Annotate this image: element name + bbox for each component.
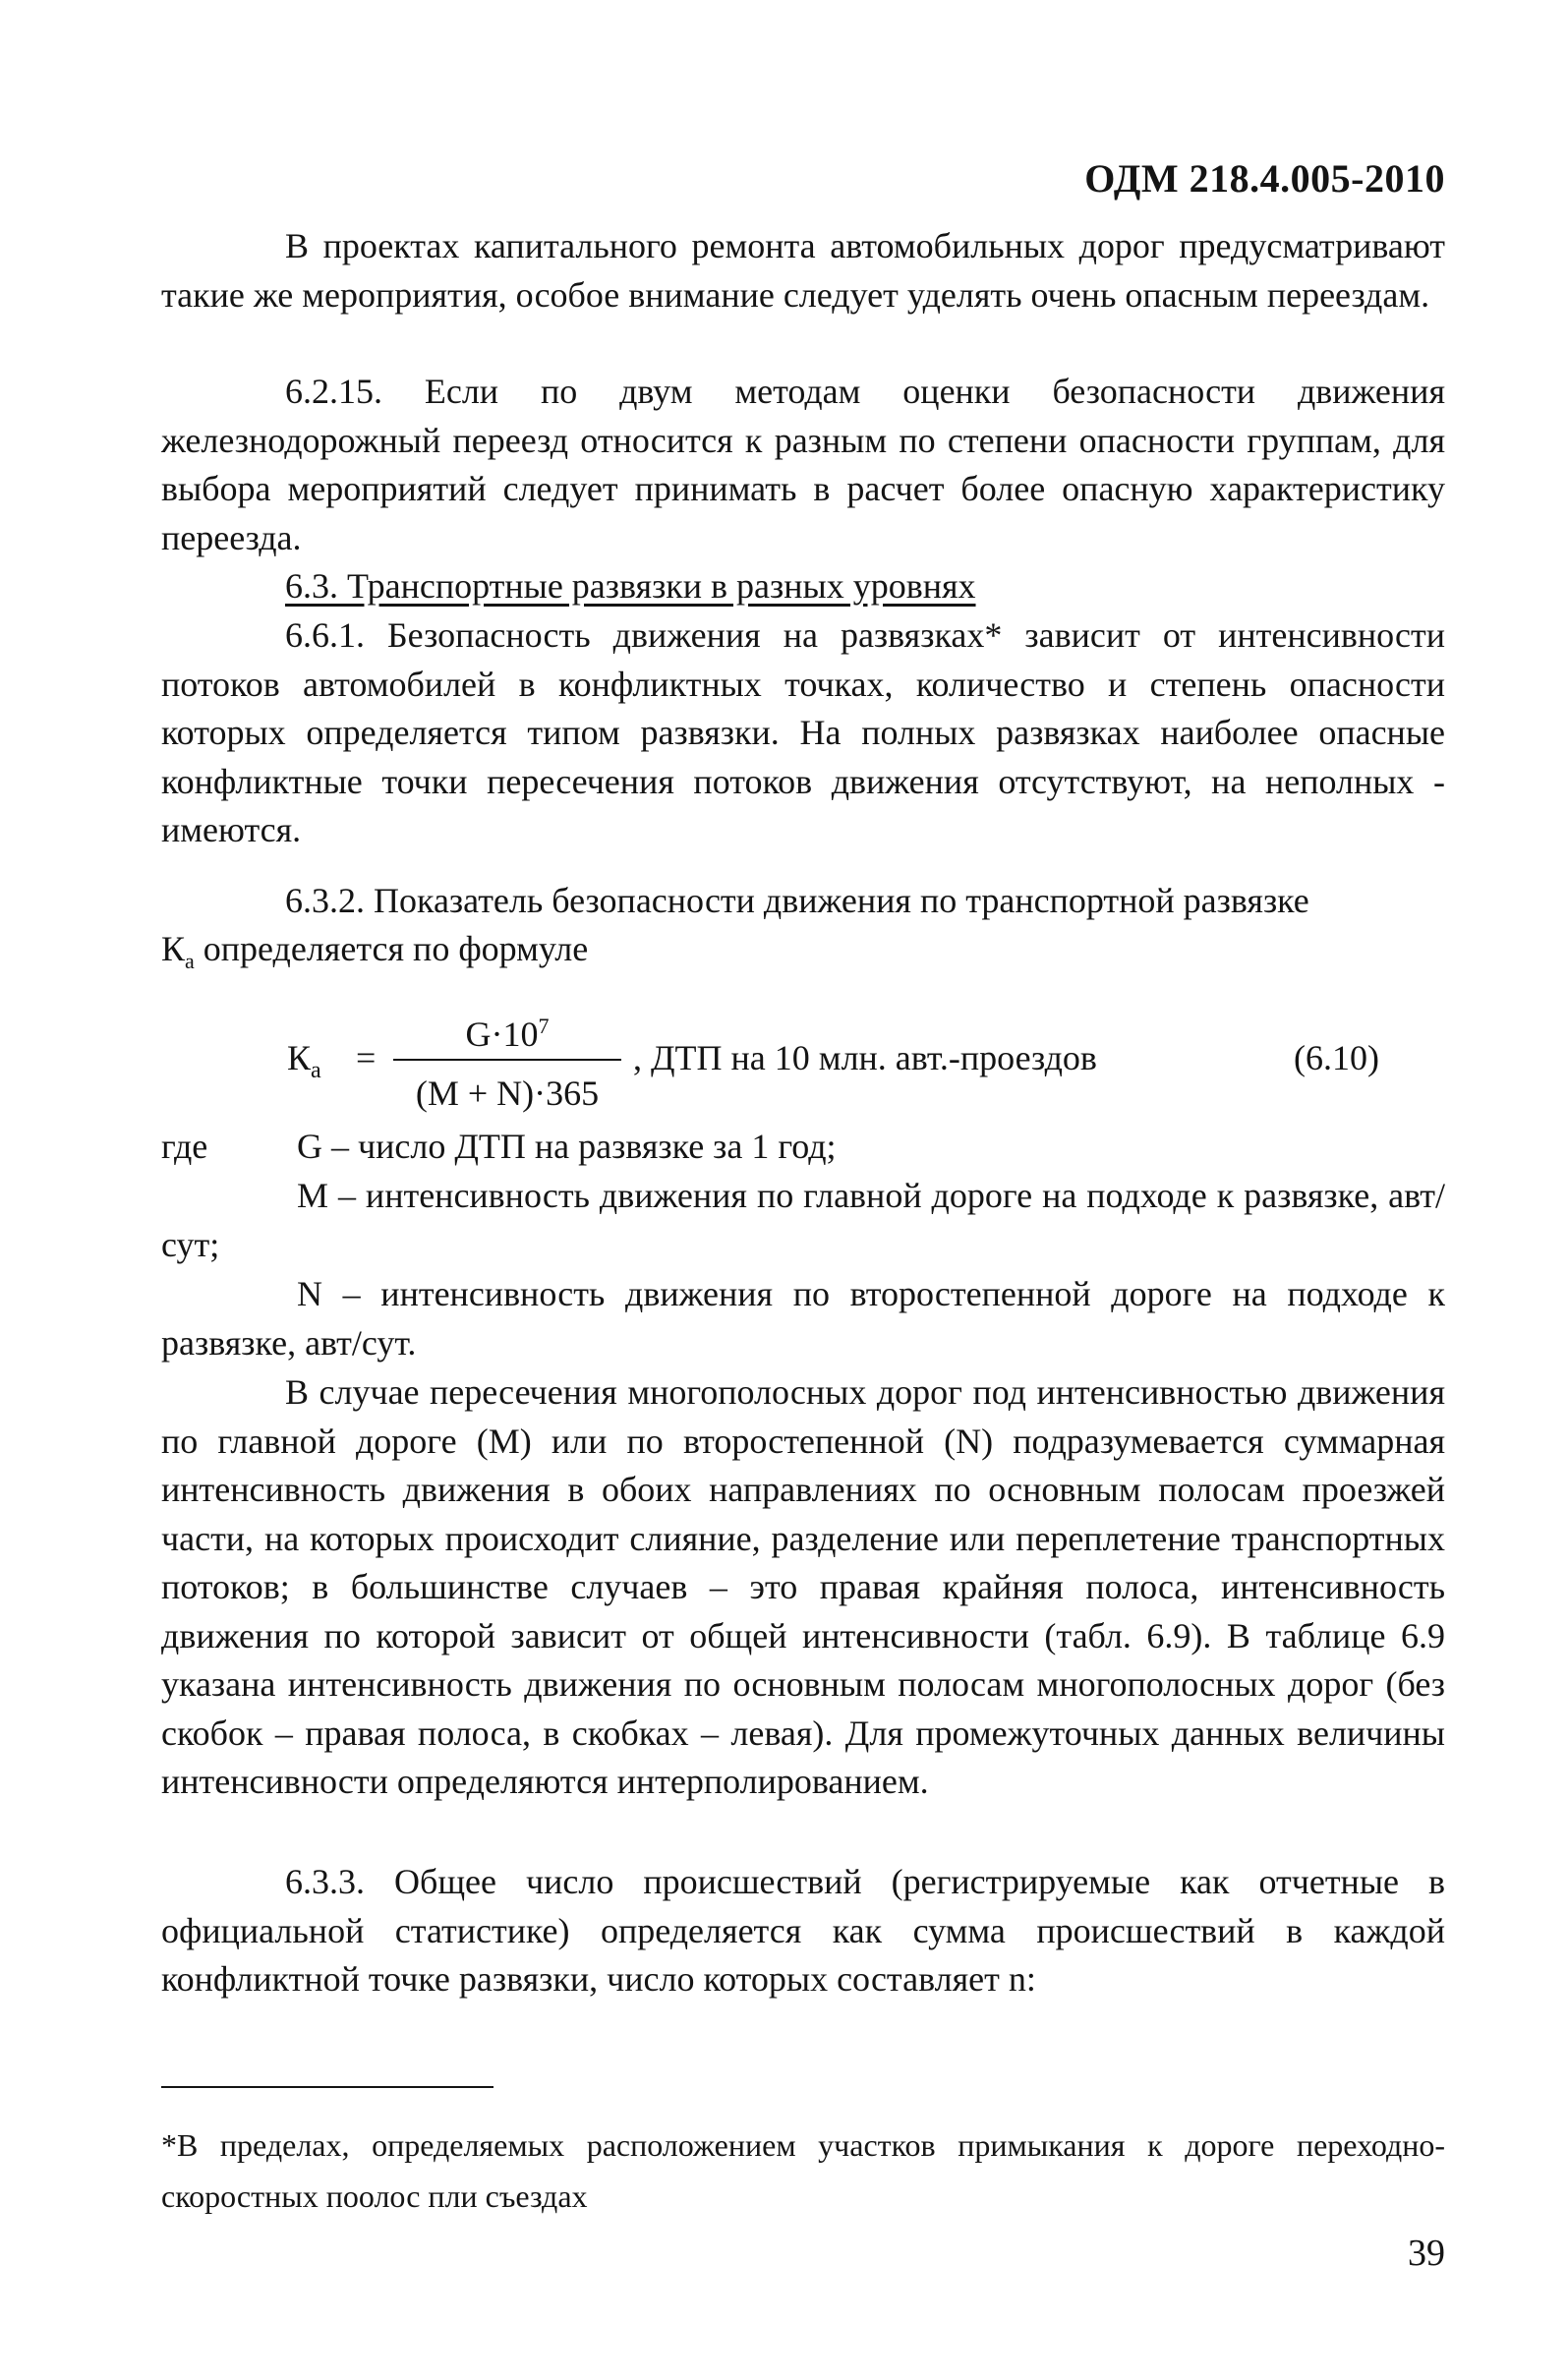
paragraph-6-2-15: 6.2.15. Если по двум методам оценки безопасности движения железнодорожный переезд относится к разным по степени опасности группам, для выбора мероприятий следует принимать в расчет более опасную характеристику переезда. xyxy=(161,372,1445,557)
paragraph-capital-repair: В проектах капитального ремонта автомобильных дорог предусматривают такие же мероприятия, особое внимание следует уделять очень опасным переездам. xyxy=(161,226,1445,315)
formula-fraction xyxy=(393,998,621,1122)
formula-numerator: $G\cdot 10^7$ xyxy=(465,1014,550,1054)
formula-number: (6.10) xyxy=(1294,1038,1379,1077)
formula-exponent: 7 xyxy=(538,1014,550,1038)
formula-units: , ДТП на 10 млн. авт.-проездов xyxy=(633,1038,1097,1077)
footnote-separator xyxy=(161,2086,494,2088)
formula-denominator: (M + N)·365 xyxy=(415,1074,600,1113)
ka-symbol: К xyxy=(161,929,186,968)
formula-lhs-subscript: а xyxy=(311,1058,321,1084)
formula-equals: = xyxy=(356,1038,377,1077)
section-heading: 6.3. Транспортные развязки в разных уровнях xyxy=(285,566,976,606)
ka-text: определяется по формуле xyxy=(194,929,589,968)
paragraph-6-3-2-line2 xyxy=(161,925,588,986)
paragraph-6-3-3: 6.3.3. Общее число происшествий (регистрируемые как отчетные в официальной статистике) определяется как сумма происшествий в каждой конфликтной точке развязки, число которых составляет n: xyxy=(161,1862,1445,1999)
definition-m: М – интенсивность движения по главной дороге на подходе к развязке, авт/сут; xyxy=(161,1176,1445,1264)
definition-n: N – интенсивность движения по второстепенной дороге на подходе к развязке, авт/сут. xyxy=(161,1274,1445,1363)
where-label: где xyxy=(161,1127,208,1166)
page-number: 39 xyxy=(1408,2233,1445,2274)
definition-g: G – число ДТП на развязке за 1 год; xyxy=(297,1127,837,1166)
paragraph-multilane-intensity: В случае пересечения многополосных дорог под интенсивностью движения по главной дороге (М) или по второстепенной (N) подразумевается суммарная интенсивность движения в обоих направлениях по основным полосам проезжей части, на которых происходит слияние, разделение или переплетение транспортных потоков; в большинстве случаев – это правая крайняя полоса, интенсивность движения по которой зависит от общей интенсивности (табл. 6.9). В таблице 6.9 указана интенсивность движения по основным полосам многополосных дорог (без скобок – правая полоса, в скобках – левая). Для промежуточных данных величины интенсивности определяются интерполированием. xyxy=(161,1372,1445,1801)
fraction-bar xyxy=(393,1059,621,1061)
document-code-header: ОДМ 218.4.005-2010 xyxy=(1084,156,1445,201)
formula-lhs: $К_а$ xyxy=(287,1038,321,1084)
paragraph-6-3-2-line1: 6.3.2. Показатель безопасности движения по транспортной развязке xyxy=(285,881,1309,920)
footnote: *В пределах, определяемых расположением участков примыкания к дороге переходно-скоростных поолос пли съездах xyxy=(161,2127,1445,2214)
formula-6-10 xyxy=(287,998,1447,1126)
ka-subscript: а xyxy=(185,949,195,974)
paragraph-6-6-1: 6.6.1. Безопасность движения на развязках* зависит от интенсивности потоков автомобилей в конфликтных точках, количество и степень опасности которых определяется типом развязки. На полных развязках наиболее опасные конфликтные точки пересечения потоков движения отсутствуют, на неполных - имеются. xyxy=(161,615,1445,849)
